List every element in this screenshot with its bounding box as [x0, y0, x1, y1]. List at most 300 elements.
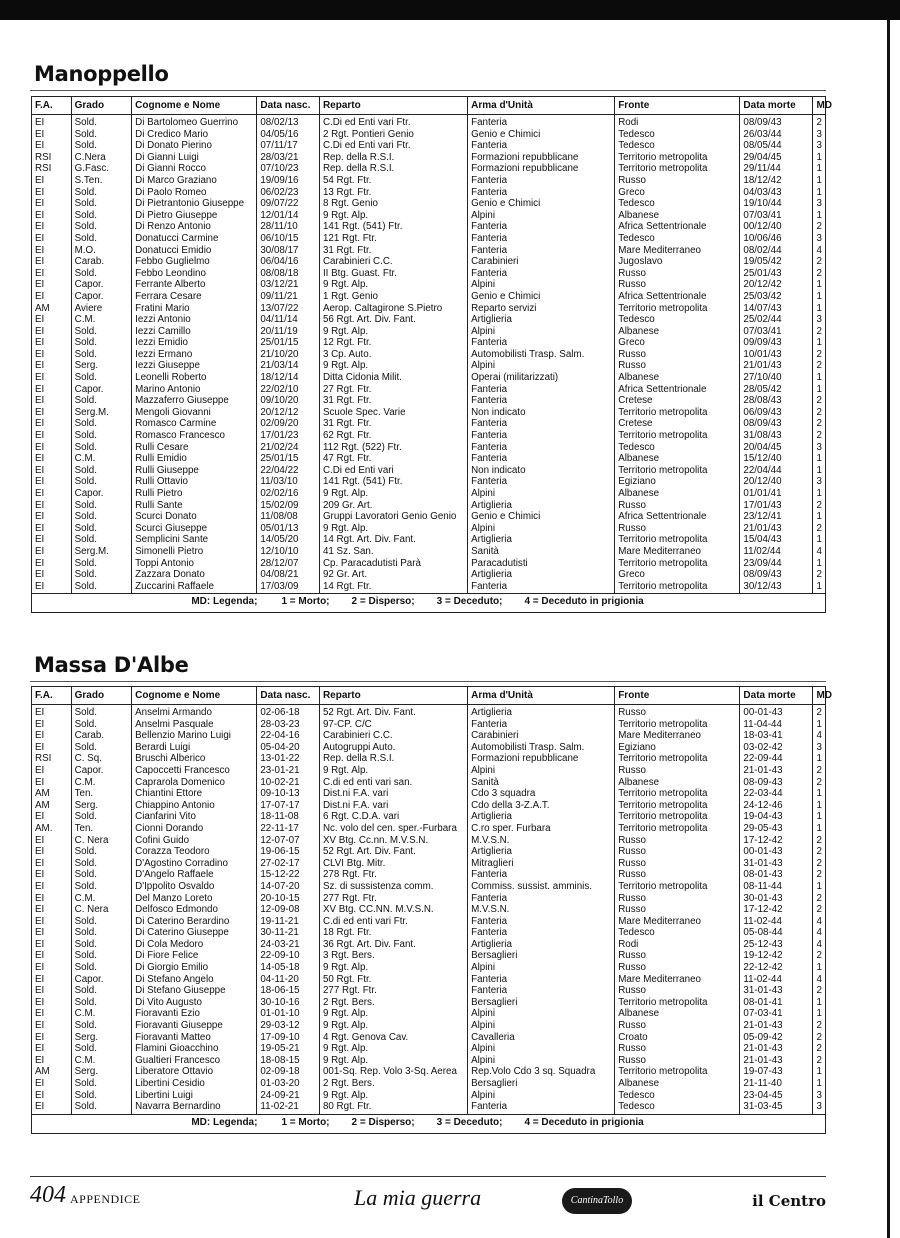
cell-birth-date: 25/01/15 — [257, 453, 320, 465]
cell-md: 2 — [816, 499, 822, 511]
cell-grado: Sold. — [71, 511, 132, 523]
cell-md: 1 — [816, 880, 822, 892]
cell-md: 4 — [816, 545, 822, 557]
cell-md: 2 — [816, 522, 822, 534]
cell-death-date: 08-11-44 — [740, 881, 813, 893]
cell-arma: Cdo della 3-Z.A.T. — [468, 800, 615, 812]
cell-grado: Sold. — [71, 1043, 132, 1055]
cell-death-date: 04/03/43 — [740, 187, 813, 199]
cell-name: Di Caterino Giuseppe — [132, 927, 257, 939]
cell-fa: RSI — [32, 152, 72, 164]
cell-fronte: Territorio metropolita — [615, 753, 740, 765]
cell-arma: Automobilisti Trasp. Salm. — [468, 349, 615, 361]
cell-fronte: Tedesco — [615, 927, 740, 939]
cell-birth-date: 09/11/21 — [257, 291, 320, 303]
sponsor-logo: CantinaTollo — [562, 1188, 632, 1214]
cell-fa: EI — [32, 511, 72, 523]
cell-fa: EI — [32, 407, 72, 419]
cell-reparto: C.di ed enti vari san. — [319, 777, 467, 789]
cell-grado: Sold. — [71, 349, 132, 361]
table-row — [32, 835, 826, 847]
cell-grado: Sold. — [71, 523, 132, 535]
cell-grado: Sold. — [71, 916, 132, 928]
legend — [32, 594, 826, 613]
cell-grado: Sold. — [71, 476, 132, 488]
cell-name: Libertini Cesidio — [132, 1078, 257, 1090]
cell-reparto: 36 Rgt. Art. Div. Fant. — [319, 939, 467, 951]
column-header-name: Cognome e Nome — [132, 687, 257, 705]
cell-fa: EI — [32, 326, 72, 338]
cell-arma: Genio e Chimici — [468, 129, 615, 141]
cell-md: 1 — [816, 557, 822, 569]
cell-reparto: 9 Rgt. Alp. — [319, 1020, 467, 1032]
cell-name: Berardi Luigi — [132, 742, 257, 754]
cell-name: Del Manzo Loreto — [132, 893, 257, 905]
cell-death-date: 08/09/43 — [740, 418, 813, 430]
cell-fronte: Albanese — [615, 488, 740, 500]
cell-birth-date: 14-07-20 — [257, 881, 320, 893]
cell-death-date: 15/12/40 — [740, 453, 813, 465]
cell-fa: EI — [32, 115, 72, 129]
cell-arma: Alpini — [468, 1043, 615, 1055]
cell-death-date: 23-04-45 — [740, 1090, 813, 1102]
cell-grado: Sold. — [71, 719, 132, 731]
cell-birth-date: 15/02/09 — [257, 500, 320, 512]
table-row — [32, 360, 826, 372]
column-header-md: MD — [813, 97, 826, 115]
cell-death-date: 05-09-42 — [740, 1032, 813, 1044]
cell-fronte: Territorio metropolita — [615, 823, 740, 835]
cell-reparto: XV Btg. CC.NN. M.V.S.N. — [319, 904, 467, 916]
cell-name: Capoccetti Francesco — [132, 765, 257, 777]
cell-death-date: 08/05/44 — [740, 140, 813, 152]
cell-arma: Fanteria — [468, 337, 615, 349]
cell-name: Zazzara Donato — [132, 569, 257, 581]
cell-arma: Artiglieria — [468, 314, 615, 326]
cell-name: Romasco Carmine — [132, 418, 257, 430]
section-title-rule — [30, 681, 826, 682]
records-table-manoppello — [31, 96, 832, 613]
cell-birth-date: 22/02/10 — [257, 384, 320, 396]
cell-arma: Sanità — [468, 777, 615, 789]
legend-item: 2 = Disperso; — [351, 1116, 415, 1128]
cell-grado: Sold. — [71, 811, 132, 823]
cell-fa: EI — [32, 488, 72, 500]
cell-death-date: 21/01/43 — [740, 360, 813, 372]
cell-reparto: 97-CP. C/C — [319, 719, 467, 731]
table-row — [32, 1066, 826, 1078]
cell-birth-date: 18/12/14 — [257, 372, 320, 384]
table-row — [32, 198, 826, 210]
cell-name: Di Stefano Angelo — [132, 974, 257, 986]
cell-reparto: 277 Rgt. Ftr. — [319, 985, 467, 997]
cell-reparto: 14 Rgt. Ftr. — [319, 581, 467, 594]
cell-arma: Fanteria — [468, 245, 615, 257]
cell-arma: Fanteria — [468, 985, 615, 997]
cell-arma: Fanteria — [468, 719, 615, 731]
cell-death-date: 20/04/45 — [740, 442, 813, 454]
cell-birth-date: 30-10-16 — [257, 997, 320, 1009]
cell-name: Romasco Francesco — [132, 430, 257, 442]
cell-md: 4 — [816, 973, 822, 985]
cell-fronte: Russo — [615, 1020, 740, 1032]
cell-birth-date: 27-02-17 — [257, 858, 320, 870]
cell-death-date: 31-01-43 — [740, 858, 813, 870]
cell-birth-date: 01-03-20 — [257, 1078, 320, 1090]
table-row — [32, 765, 826, 777]
cell-fronte: Africa Settentrionale — [615, 384, 740, 396]
cell-md: 3 — [816, 140, 822, 152]
cell-fronte: Territorio metropolita — [615, 581, 740, 594]
cell-name: Iezzi Giuseppe — [132, 360, 257, 372]
cell-reparto: 001-Sq. Rep. Volo 3-Sq. Aerea — [319, 1066, 467, 1078]
cell-fa: EI — [32, 523, 72, 535]
cell-birth-date: 20/12/12 — [257, 407, 320, 419]
cell-grado: C. Sq. — [71, 753, 132, 765]
cell-reparto: Carabinieri C.C. — [319, 256, 467, 268]
cell-name: Donatucci Emidio — [132, 245, 257, 257]
cell-arma: Artiglieria — [468, 939, 615, 951]
cell-arma: Carabinieri — [468, 730, 615, 742]
cell-fronte: Territorio metropolita — [615, 881, 740, 893]
cell-md: 2 — [816, 221, 822, 233]
cell-arma: Fanteria — [468, 1101, 615, 1114]
table-row — [32, 858, 826, 870]
cell-birth-date: 19/09/16 — [257, 175, 320, 187]
cell-fa: EI — [32, 997, 72, 1009]
cell-reparto: C.Di ed Enti vari — [319, 465, 467, 477]
cell-md: 1 — [816, 163, 822, 175]
cell-grado: Sold. — [71, 140, 132, 152]
cell-death-date: 21-01-43 — [740, 1055, 813, 1067]
cell-death-date: 05-08-44 — [740, 927, 813, 939]
cell-grado: Sold. — [71, 927, 132, 939]
cell-name: Rulli Pietro — [132, 488, 257, 500]
cell-name: Scurci Giuseppe — [132, 523, 257, 535]
cell-arma: Fanteria — [468, 453, 615, 465]
cell-birth-date: 03/12/21 — [257, 279, 320, 291]
cell-fronte: Russo — [615, 765, 740, 777]
cell-name: Mengoli Giovanni — [132, 407, 257, 419]
cell-birth-date: 09/10/20 — [257, 395, 320, 407]
cell-md: 1 — [816, 383, 822, 395]
cell-arma: Carabinieri — [468, 256, 615, 268]
table-row — [32, 256, 826, 268]
table-row — [32, 279, 826, 291]
cell-death-date: 21-01-43 — [740, 1020, 813, 1032]
cell-reparto: 6 Rgt. C.D.A. vari — [319, 811, 467, 823]
cell-arma: Alpini — [468, 488, 615, 500]
cell-reparto: 9 Rgt. Alp. — [319, 962, 467, 974]
table-row — [32, 210, 826, 222]
cell-arma: M.V.S.N. — [468, 904, 615, 916]
cell-md: 1 — [816, 174, 822, 186]
cell-reparto: 56 Rgt. Art. Div. Fant. — [319, 314, 467, 326]
cell-md: 4 — [816, 915, 822, 927]
cell-grado: Aviere — [71, 303, 132, 315]
cell-md: 4 — [816, 244, 822, 256]
cell-grado: C.M. — [71, 1008, 132, 1020]
cell-fa: EI — [32, 939, 72, 951]
cell-fronte: Greco — [615, 569, 740, 581]
table-row — [32, 569, 826, 581]
cell-grado: Sold. — [71, 742, 132, 754]
cell-fronte: Russo — [615, 279, 740, 291]
cell-name: Marino Antonio — [132, 384, 257, 396]
cell-birth-date: 22-09-10 — [257, 950, 320, 962]
cell-reparto: 50 Rgt. Ftr. — [319, 974, 467, 986]
footer-rule — [30, 1176, 826, 1177]
cell-md: 2 — [816, 950, 822, 962]
cell-name: Di Caterino Berardino — [132, 916, 257, 928]
cell-grado: Capor. — [71, 384, 132, 396]
cell-arma: Formazioni repubblicane — [468, 152, 615, 164]
cell-grado: Sold. — [71, 939, 132, 951]
cell-md: 1 — [816, 962, 822, 974]
cell-fa: EI — [32, 811, 72, 823]
table-row — [32, 372, 826, 384]
cell-name: Rulli Sante — [132, 500, 257, 512]
legend-item: 3 = Deceduto; — [436, 1116, 503, 1128]
cell-md: 1 — [816, 534, 822, 546]
cell-reparto: 47 Rgt. Ftr. — [319, 453, 467, 465]
cell-arma: Artiglieria — [468, 534, 615, 546]
cell-reparto: 9 Rgt. Alp. — [319, 326, 467, 338]
table-row — [32, 869, 826, 881]
cell-md: 1 — [816, 464, 822, 476]
cell-grado: C.M. — [71, 1055, 132, 1067]
cell-md: 2 — [816, 904, 822, 916]
table-row — [32, 904, 826, 916]
cell-birth-date: 22/04/22 — [257, 465, 320, 477]
cell-grado: Sold. — [71, 985, 132, 997]
cell-fa: EI — [32, 476, 72, 488]
table-row — [32, 129, 826, 141]
cell-grado: Capor. — [71, 291, 132, 303]
cell-death-date: 07/03/41 — [740, 210, 813, 222]
cell-md: 1 — [816, 811, 822, 823]
cell-fa: EI — [32, 534, 72, 546]
cell-name: D'Agostino Corradino — [132, 858, 257, 870]
table-row — [32, 927, 826, 939]
cell-reparto: Dist.ni F.A. vari — [319, 788, 467, 800]
table-row — [32, 893, 826, 905]
cell-arma: Fanteria — [468, 476, 615, 488]
cell-death-date: 21-01-43 — [740, 765, 813, 777]
cell-name: Di Pietrantonio Giuseppe — [132, 198, 257, 210]
cell-name: Di Donato Pierino — [132, 140, 257, 152]
cell-reparto: 31 Rgt. Ftr. — [319, 395, 467, 407]
appendix-label: APPENDICE — [70, 1192, 141, 1206]
cell-arma: M.V.S.N. — [468, 835, 615, 847]
cell-name: Di Bartolomeo Guerrino — [132, 115, 257, 129]
legend-label: MD: Legenda; — [191, 1116, 258, 1128]
cell-md: 3 — [816, 441, 822, 453]
cell-birth-date: 02/09/20 — [257, 418, 320, 430]
cell-grado: Ten. — [71, 823, 132, 835]
cell-birth-date: 11-02-21 — [257, 1101, 320, 1114]
cell-md: 2 — [816, 117, 822, 128]
cell-reparto: 4 Rgt. Genova Cav. — [319, 1032, 467, 1044]
cell-fa: EI — [32, 314, 72, 326]
cell-fa: EI — [32, 129, 72, 141]
cell-fronte: Territorio metropolita — [615, 1066, 740, 1078]
cell-death-date: 25-12-43 — [740, 939, 813, 951]
cell-name: Rulli Giuseppe — [132, 465, 257, 477]
cell-reparto: 54 Rgt. Ftr. — [319, 175, 467, 187]
cell-fronte: Russo — [615, 523, 740, 535]
cell-death-date: 01/01/41 — [740, 488, 813, 500]
cell-fa: EI — [32, 1090, 72, 1102]
cell-grado: C.M. — [71, 893, 132, 905]
cell-fa: EI — [32, 465, 72, 477]
cell-fa: EI — [32, 233, 72, 245]
cell-death-date: 19-07-43 — [740, 1066, 813, 1078]
cell-md: 1 — [816, 1008, 822, 1020]
cell-death-date: 10/01/43 — [740, 349, 813, 361]
cell-death-date: 11-02-44 — [740, 974, 813, 986]
cell-arma: Alpini — [468, 962, 615, 974]
cell-md: 1 — [816, 186, 822, 198]
cell-md: 1 — [816, 290, 822, 302]
cell-birth-date: 17-09-10 — [257, 1032, 320, 1044]
cell-md: 2 — [816, 267, 822, 279]
records-table-massa-dalbe — [31, 686, 832, 1134]
cell-birth-date: 19-06-15 — [257, 846, 320, 858]
cell-grado: Serg. — [71, 800, 132, 812]
cell-death-date: 27/10/40 — [740, 372, 813, 384]
cell-name: Di Gianni Luigi — [132, 152, 257, 164]
cell-grado: Sold. — [71, 881, 132, 893]
cell-arma: Automobilisti Trasp. Salm. — [468, 742, 615, 754]
cell-birth-date: 17-07-17 — [257, 800, 320, 812]
cell-name: Fratini Mario — [132, 303, 257, 315]
cell-fronte: Russo — [615, 360, 740, 372]
table-row — [32, 1055, 826, 1067]
cell-arma: Rep.Volo Cdo 3 sq. Squadra — [468, 1066, 615, 1078]
cell-fa: EI — [32, 835, 72, 847]
cell-arma: Fanteria — [468, 187, 615, 199]
cell-md: 2 — [816, 1054, 822, 1066]
cell-fronte: Albanese — [615, 1078, 740, 1090]
cell-birth-date: 30-11-21 — [257, 927, 320, 939]
cell-md: 1 — [816, 753, 822, 765]
cell-grado: Sold. — [71, 221, 132, 233]
cell-reparto: 12 Rgt. Ftr. — [319, 337, 467, 349]
cell-reparto: 141 Rgt. (541) Ftr. — [319, 476, 467, 488]
table-row — [32, 233, 826, 245]
cell-fronte: Territorio metropolita — [615, 303, 740, 315]
table-row — [32, 326, 826, 338]
cell-md: 2 — [816, 406, 822, 418]
cell-death-date: 26/03/44 — [740, 129, 813, 141]
cell-grado: Sold. — [71, 1101, 132, 1114]
table-row — [32, 1101, 826, 1114]
cell-fa: EI — [32, 1043, 72, 1055]
cell-md: 1 — [816, 1066, 822, 1078]
cell-fa: EI — [32, 210, 72, 222]
cell-birth-date: 18-06-15 — [257, 985, 320, 997]
cell-arma: Fanteria — [468, 395, 615, 407]
cell-grado: Sold. — [71, 395, 132, 407]
cell-birth-date: 24-03-21 — [257, 939, 320, 951]
cell-arma: Sanità — [468, 546, 615, 558]
cell-fronte: Russo — [615, 962, 740, 974]
cell-death-date: 00-01-43 — [740, 705, 813, 719]
cell-name: Di Stefano Giuseppe — [132, 985, 257, 997]
cell-fa: EI — [32, 962, 72, 974]
cell-birth-date: 02-06-18 — [257, 705, 320, 719]
cell-arma: Genio e Chimici — [468, 198, 615, 210]
cell-arma: Fanteria — [468, 175, 615, 187]
cell-md: 4 — [816, 927, 822, 939]
column-header-birth-date: Data nasc. — [257, 687, 320, 705]
cell-reparto: 9 Rgt. Alp. — [319, 279, 467, 291]
cell-reparto: 14 Rgt. Art. Div. Fant. — [319, 534, 467, 546]
cell-fronte: Croato — [615, 1032, 740, 1044]
cell-md: 2 — [816, 256, 822, 268]
cell-md: 1 — [816, 302, 822, 314]
cell-fronte: Territorio metropolita — [615, 465, 740, 477]
cell-grado: Sold. — [71, 869, 132, 881]
cell-md: 3 — [816, 198, 822, 210]
cell-fronte: Russo — [615, 349, 740, 361]
cell-reparto: 141 Rgt. (541) Ftr. — [319, 221, 467, 233]
cell-reparto: 2 Rgt. Bers. — [319, 1078, 467, 1090]
cell-grado: Sold. — [71, 465, 132, 477]
cell-fa: EI — [32, 360, 72, 372]
legend-item: 1 = Morto; — [281, 596, 330, 608]
cell-reparto: 112 Rgt. (522) Ftr. — [319, 442, 467, 454]
table-row — [32, 581, 826, 594]
cell-birth-date: 20-10-15 — [257, 893, 320, 905]
cell-reparto: Dist.ni F.A. vari — [319, 800, 467, 812]
cell-death-date: 19-12-42 — [740, 950, 813, 962]
column-header-death-date: Data morte — [740, 97, 813, 115]
table-row — [32, 1090, 826, 1102]
cell-name: Di Gianni Rocco — [132, 163, 257, 175]
cell-fronte: Tedesco — [615, 198, 740, 210]
cell-name: Anselmi Pasquale — [132, 719, 257, 731]
cell-death-date: 08/09/43 — [740, 115, 813, 129]
cell-birth-date: 28/11/10 — [257, 221, 320, 233]
table-row — [32, 1078, 826, 1090]
cell-birth-date: 12/01/14 — [257, 210, 320, 222]
cell-fronte: Territorio metropolita — [615, 558, 740, 570]
cell-grado: Sold. — [71, 129, 132, 141]
section-title-manoppello: Manoppello — [34, 62, 169, 86]
cell-reparto: Ditta Cidonia Milit. — [319, 372, 467, 384]
table-row — [32, 442, 826, 454]
cell-name: Ferrante Alberto — [132, 279, 257, 291]
table-row — [32, 742, 826, 754]
cell-death-date: 17/01/43 — [740, 500, 813, 512]
cell-fa: AM — [32, 788, 72, 800]
cell-arma: Genio e Chimici — [468, 291, 615, 303]
cell-reparto: 52 Rgt. Art. Div. Fant. — [319, 846, 467, 858]
cell-md: 2 — [816, 1043, 822, 1055]
cell-death-date: 28/08/43 — [740, 395, 813, 407]
cell-death-date: 29/11/44 — [740, 163, 813, 175]
cell-md: 1 — [816, 453, 822, 465]
cell-reparto: CLVI Btg. Mitr. — [319, 858, 467, 870]
cell-reparto: 9 Rgt. Alp. — [319, 488, 467, 500]
table-row — [32, 140, 826, 152]
table-row — [32, 939, 826, 951]
cell-name: Scurci Donato — [132, 511, 257, 523]
cell-name: Mazzaferro Giuseppe — [132, 395, 257, 407]
cell-md: 4 — [816, 730, 822, 742]
